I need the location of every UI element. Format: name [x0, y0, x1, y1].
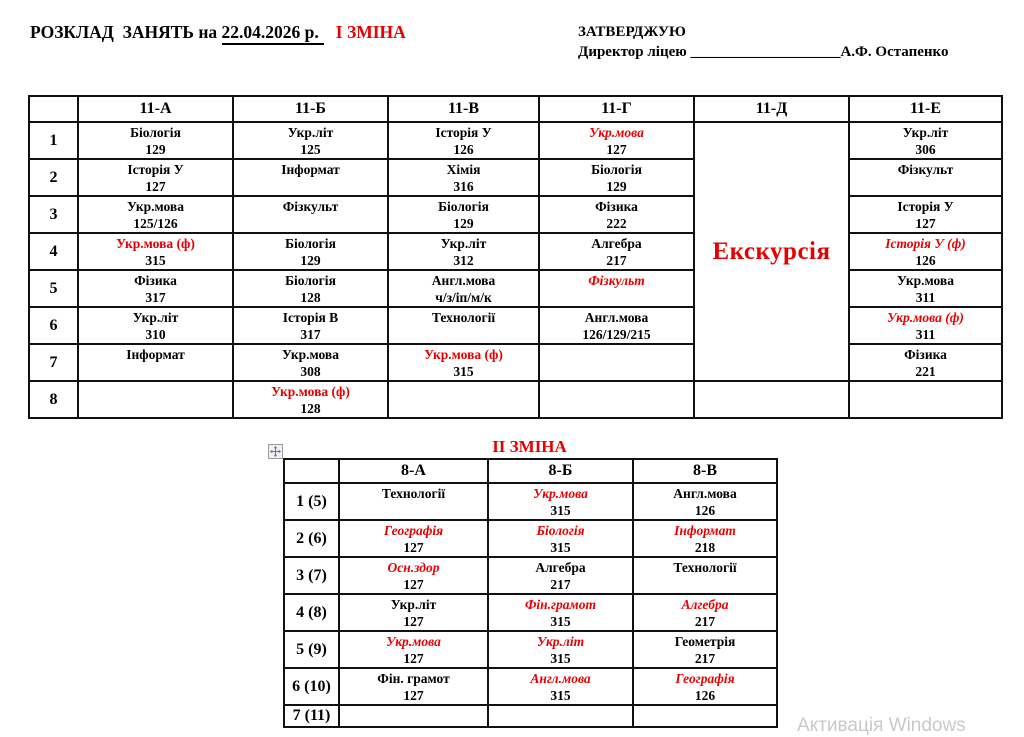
lesson-cell: [233, 196, 388, 233]
schedule-title: [30, 22, 406, 43]
lesson-cell: [488, 668, 633, 705]
lesson-cell: [233, 307, 388, 344]
subject-label: Укр.мова (ф): [271, 384, 350, 399]
lesson-cell: [488, 594, 633, 631]
room-number: 217: [550, 576, 571, 592]
table-row: [29, 196, 1002, 233]
subject-label: Біологія: [285, 273, 336, 288]
lesson-cell: [633, 520, 777, 557]
table-row: [29, 233, 1002, 270]
director-label: Директор ліцею: [578, 44, 691, 60]
room-number: 128: [300, 289, 321, 305]
table-row: [284, 483, 777, 520]
subject-label: Фізика: [134, 273, 177, 288]
schedule-date: 22.04.2026 р.: [222, 22, 324, 45]
lesson-cell: [388, 196, 539, 233]
subject-label: Хімія: [446, 162, 481, 177]
lesson-number: 3 (7): [284, 557, 339, 594]
class-header: 11-Г: [539, 96, 694, 122]
lesson-cell: [488, 483, 633, 520]
room-number: 127: [606, 141, 627, 157]
lesson-cell: [488, 520, 633, 557]
subject-label: Біологія: [130, 125, 181, 140]
subject-label: Укр.літ: [287, 125, 334, 140]
table-row: [29, 122, 1002, 159]
table-row: [29, 344, 1002, 381]
subject-label: Фізкульт: [897, 162, 954, 177]
room-number: 312: [453, 252, 474, 268]
lesson-cell: [633, 631, 777, 668]
lesson-number: 1 (5): [284, 483, 339, 520]
lesson-cell: [339, 705, 488, 727]
lesson-cell: [849, 233, 1002, 270]
room-number: 125/126: [133, 215, 178, 231]
lesson-number: 3: [29, 196, 78, 233]
table-row: [284, 705, 777, 727]
room-number: 129: [300, 252, 321, 268]
room-number: 315: [550, 650, 571, 666]
room-number: 315: [145, 252, 166, 268]
subject-label: Укр.мова: [589, 125, 644, 140]
subject-label: Укр.літ: [902, 125, 949, 140]
subject-label: Географія: [675, 671, 735, 686]
four-way-arrow-icon: [270, 446, 281, 457]
lesson-cell: [339, 557, 488, 594]
table-row: [284, 594, 777, 631]
lesson-number: 7: [29, 344, 78, 381]
class-header: 11-Д: [694, 96, 849, 122]
lesson-cell: [539, 344, 694, 381]
room-number: 316: [453, 178, 474, 194]
lesson-number: 6 (10): [284, 668, 339, 705]
lesson-cell: [388, 270, 539, 307]
subject-label: Алгебра: [535, 560, 586, 575]
subject-label: Укр.мова: [127, 199, 184, 214]
windows-activation-watermark: Активація Windows: [797, 715, 966, 736]
shift1-label: І ЗМІНА: [335, 22, 406, 42]
lesson-cell: [78, 381, 233, 418]
subject-label: Біологія: [536, 523, 585, 538]
subject-label: Укр.мова: [533, 486, 588, 501]
table-row: [284, 520, 777, 557]
subject-label: Фізика: [595, 199, 638, 214]
lesson-cell: [539, 196, 694, 233]
lesson-cell: [339, 520, 488, 557]
table-row: [284, 668, 777, 705]
subject-label: Геометрія: [674, 634, 736, 649]
approve-heading: ЗАТВЕРДЖУЮ: [578, 24, 686, 40]
room-number: ч/з/іп/м/к: [435, 289, 492, 305]
room-number: 128: [300, 400, 321, 416]
subject-label: Фізкульт: [282, 199, 339, 214]
lesson-cell: [388, 344, 539, 381]
subject-label: Укр.літ: [440, 236, 487, 251]
subject-label: Алгебра: [681, 597, 729, 612]
room-number: 129: [145, 141, 166, 157]
lesson-cell: [233, 233, 388, 270]
subject-label: Фін.грамот: [524, 597, 597, 612]
lesson-cell: [849, 159, 1002, 196]
lesson-cell: [339, 631, 488, 668]
table-move-handle-icon[interactable]: [268, 444, 283, 459]
shift1-table: [28, 95, 1003, 419]
subject-label: Фізкульт: [588, 273, 645, 288]
room-number: 218: [694, 539, 716, 555]
room-number: 315: [550, 687, 571, 703]
subject-label: Історія У: [435, 125, 492, 140]
room-number: 317: [145, 289, 166, 305]
lesson-cell: [539, 307, 694, 344]
lesson-cell: [539, 122, 694, 159]
lesson-cell: [339, 594, 488, 631]
subject-label: Укр.мова: [386, 634, 441, 649]
room-number: 315: [550, 502, 571, 518]
corner-cell: [29, 96, 78, 122]
director-line: [578, 42, 949, 62]
lesson-number: 5: [29, 270, 78, 307]
subject-label: Укр.літ: [132, 310, 179, 325]
room-number: 126: [694, 502, 716, 518]
class-header: 11-Е: [849, 96, 1002, 122]
room-number: 217: [694, 613, 716, 629]
lesson-cell: [388, 307, 539, 344]
subject-label: Укр.мова (ф): [887, 310, 964, 325]
subject-label: Укр.мова: [897, 273, 954, 288]
class-header: 8-А: [339, 459, 488, 483]
lesson-number: 1: [29, 122, 78, 159]
subject-label: Інформат: [126, 347, 185, 362]
lesson-cell: [78, 122, 233, 159]
lesson-number: 5 (9): [284, 631, 339, 668]
subject-label: Біологія: [285, 236, 336, 251]
room-number: 127: [403, 613, 424, 629]
lesson-cell: [78, 270, 233, 307]
subject-label: Технології: [381, 486, 446, 501]
lesson-cell: [694, 381, 849, 418]
subject-label: Історія У: [897, 199, 954, 214]
room-number: 310: [145, 326, 166, 342]
subject-label: Фін. грамот: [377, 671, 450, 686]
room-number: 311: [915, 326, 936, 342]
room-number: 127: [403, 687, 424, 703]
subject-label: Технології: [431, 310, 496, 325]
subject-label: Історія У: [127, 162, 184, 177]
room-number: 126: [694, 687, 716, 703]
lesson-cell: [78, 307, 233, 344]
room-number: 129: [606, 178, 627, 194]
class-header: 11-Б: [233, 96, 388, 122]
lesson-cell: [849, 122, 1002, 159]
lesson-cell: [388, 159, 539, 196]
corner-cell: [284, 459, 339, 483]
lesson-cell: [488, 631, 633, 668]
table-row: [29, 159, 1002, 196]
subject-label: Англ.мова: [431, 273, 496, 288]
lesson-cell: [849, 381, 1002, 418]
class-header: 11-В: [388, 96, 539, 122]
room-number: 222: [606, 215, 627, 231]
subject-label: Біологія: [591, 162, 642, 177]
lesson-number: 2: [29, 159, 78, 196]
shift2-table-header: [284, 459, 777, 483]
room-number: 221: [915, 363, 936, 379]
room-number: 315: [550, 539, 571, 555]
lesson-cell: [388, 381, 539, 418]
class-header: 8-Б: [488, 459, 633, 483]
class-header: 8-В: [633, 459, 777, 483]
subject-label: Інформат: [674, 523, 736, 538]
table-row: [29, 270, 1002, 307]
shift1-table-header: [29, 96, 1002, 122]
approval-block: [578, 22, 949, 62]
room-number: 317: [300, 326, 321, 342]
lesson-cell: [539, 233, 694, 270]
room-number: 125: [300, 141, 321, 157]
lesson-cell: [233, 270, 388, 307]
room-number: 306: [915, 141, 936, 157]
subject-label: Географія: [383, 523, 444, 538]
lesson-number: 8: [29, 381, 78, 418]
subject-label: Інформат: [281, 162, 340, 177]
excursion-cell: Екскурсія: [694, 122, 849, 381]
subject-label: Англ.мова: [530, 671, 591, 686]
lesson-number: 4 (8): [284, 594, 339, 631]
subject-label: Укр.мова (ф): [116, 236, 195, 251]
room-number: 308: [300, 363, 321, 379]
subject-label: Англ.мова: [673, 486, 737, 501]
lesson-cell: [633, 594, 777, 631]
subject-label: Фізика: [904, 347, 947, 362]
subject-label: Історія В: [282, 310, 339, 325]
table-row: [29, 307, 1002, 344]
room-number: 217: [606, 252, 627, 268]
lesson-cell: [849, 270, 1002, 307]
lesson-cell: [388, 122, 539, 159]
lesson-number: 7 (11): [284, 705, 339, 727]
shift2-table: [283, 458, 778, 728]
subject-label: Історія У (ф): [885, 236, 966, 251]
schedule-title-text: РОЗКЛАД ЗАНЯТЬ на: [30, 22, 222, 42]
lesson-cell: [233, 344, 388, 381]
room-number: 127: [403, 539, 424, 555]
room-number: 217: [694, 650, 716, 666]
room-number: 315: [453, 363, 474, 379]
room-number: 126: [453, 141, 474, 157]
room-number: 129: [453, 215, 474, 231]
lesson-cell: [539, 270, 694, 307]
subject-label: Англ.мова: [584, 310, 649, 325]
lesson-cell: [633, 705, 777, 727]
signature-line: ____________________: [690, 44, 841, 60]
lesson-cell: [633, 483, 777, 520]
class-header: 11-А: [78, 96, 233, 122]
lesson-cell: [233, 159, 388, 196]
lesson-cell: [78, 344, 233, 381]
lesson-cell: [849, 196, 1002, 233]
lesson-cell: [233, 122, 388, 159]
subject-label: Біологія: [438, 199, 489, 214]
lesson-cell: [78, 196, 233, 233]
lesson-cell: [539, 159, 694, 196]
lesson-number: 4: [29, 233, 78, 270]
lesson-cell: [339, 483, 488, 520]
room-number: 126/129/215: [582, 326, 651, 342]
shift2-title: ІІ ЗМІНА: [492, 437, 567, 456]
lesson-cell: [633, 668, 777, 705]
subject-label: Укр.мова: [282, 347, 339, 362]
subject-label: Осн.здор: [387, 560, 440, 575]
room-number: 127: [403, 650, 424, 666]
shift2-table-body: [284, 483, 777, 727]
lesson-cell: [78, 159, 233, 196]
lesson-cell: [488, 557, 633, 594]
lesson-cell: [849, 307, 1002, 344]
lesson-number: 2 (6): [284, 520, 339, 557]
lesson-number: 6: [29, 307, 78, 344]
lesson-cell: [78, 233, 233, 270]
lesson-cell: [388, 233, 539, 270]
subject-label: Укр.літ: [536, 634, 585, 649]
director-name: А.Ф. Остапенко: [840, 44, 949, 60]
subject-label: Технології: [673, 560, 737, 575]
lesson-cell: [339, 668, 488, 705]
room-number: 127: [145, 178, 166, 194]
lesson-cell: [633, 557, 777, 594]
lesson-cell: [233, 381, 388, 418]
table-row: [284, 557, 777, 594]
subject-label: Укр.літ: [390, 597, 437, 612]
shift1-table-body: [29, 122, 1002, 418]
room-number: 315: [550, 613, 571, 629]
table-row: [284, 631, 777, 668]
room-number: 127: [403, 576, 424, 592]
lesson-cell: [539, 381, 694, 418]
table-row: [29, 381, 1002, 418]
lesson-cell: [849, 344, 1002, 381]
lesson-cell: [488, 705, 633, 727]
room-number: 126: [915, 252, 936, 268]
room-number: 311: [915, 289, 936, 305]
subject-label: Алгебра: [591, 236, 642, 251]
room-number: 127: [915, 215, 936, 231]
subject-label: Укр.мова (ф): [424, 347, 503, 362]
